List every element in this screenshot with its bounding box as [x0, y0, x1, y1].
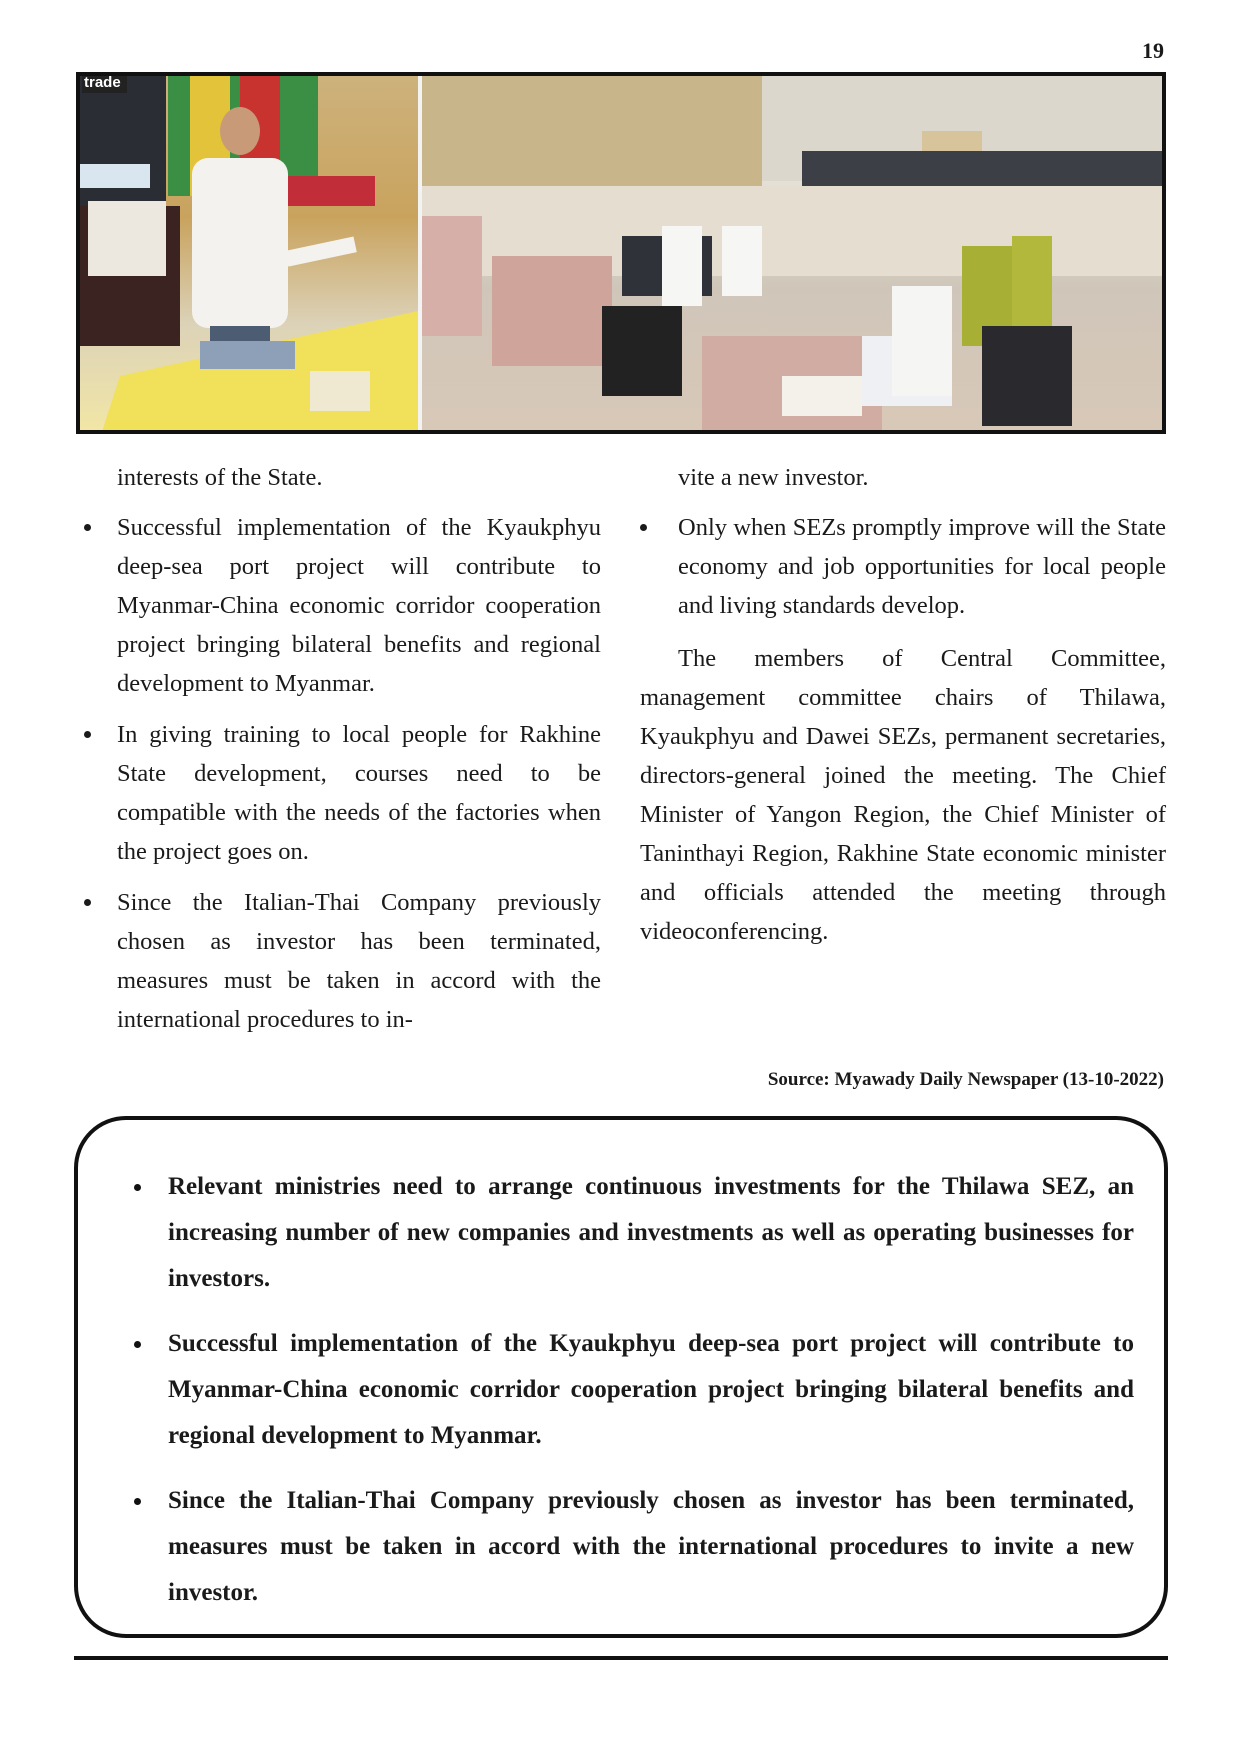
summary-box	[74, 1116, 1168, 1638]
page-number: 19	[1142, 38, 1164, 63]
photo-speaker-at-podium	[80, 76, 418, 430]
left-column	[84, 458, 601, 1051]
right-paragraph-attendees: The members of Central Committee, management committee chairs of Thilawa, Kyaukphyu and Dawei SEZs, permanent secretaries, directors-general joined the meeting. The Chief Minister of Yangon Region, the Chief Minister of Taninthayi Region, Rakhine State economic minister and officials attended the meeting through videoconferencing.	[640, 645, 1166, 945]
bottom-rule	[74, 1656, 1168, 1660]
right-continuation-text: vite a new investor.	[678, 464, 869, 491]
screen-text: trade	[82, 76, 127, 93]
left-bullet-italian-thai: Since the Italian-Thai Company previously chosen as investor has been terminated, measures must be taken in accord with the international procedures to in-	[84, 883, 601, 1039]
meeting-hall-illustration	[422, 76, 1162, 430]
right-column	[640, 458, 1166, 951]
summary-bullet-thilawa: Relevant ministries need to arrange continuous investments for the Thilawa SEZ, an increasing number of new companies and investments as well as operating businesses for investors.	[104, 1164, 1134, 1302]
photo-meeting-hall	[422, 76, 1162, 430]
speaker-illustration	[80, 76, 418, 430]
right-bullet-sez-improve: Only when SEZs promptly improve will the State economy and job opportunities for local people and living standards develop.	[640, 508, 1166, 625]
left-bullet-training: In giving training to local people for Rakhine State development, courses need to be compatible with the needs of the factories when the project goes on.	[84, 715, 601, 871]
left-continuation-text: interests of the State.	[117, 464, 323, 491]
summary-bullet-kyaukphyu: Successful implementation of the Kyaukphyu deep-sea port project will contribute to Myanmar-China economic corridor cooperation project bringing bilateral benefits and regional development to Myanmar.	[104, 1321, 1134, 1459]
summary-bullet-italian-thai: Since the Italian-Thai Company previously chosen as investor has been terminated, measures must be taken in accord with the international procedures to invite a new investor.	[104, 1478, 1134, 1616]
source-citation: Source: Myawady Daily Newspaper (13-10-2022)	[767, 1069, 1164, 1090]
meeting-photo	[76, 72, 1166, 434]
left-bullet-kyaukphyu: Successful implementation of the Kyaukphyu deep-sea port project will contribute to Myanmar-China economic corridor cooperation project bringing bilateral benefits and regional development to Myanmar.	[84, 508, 601, 703]
